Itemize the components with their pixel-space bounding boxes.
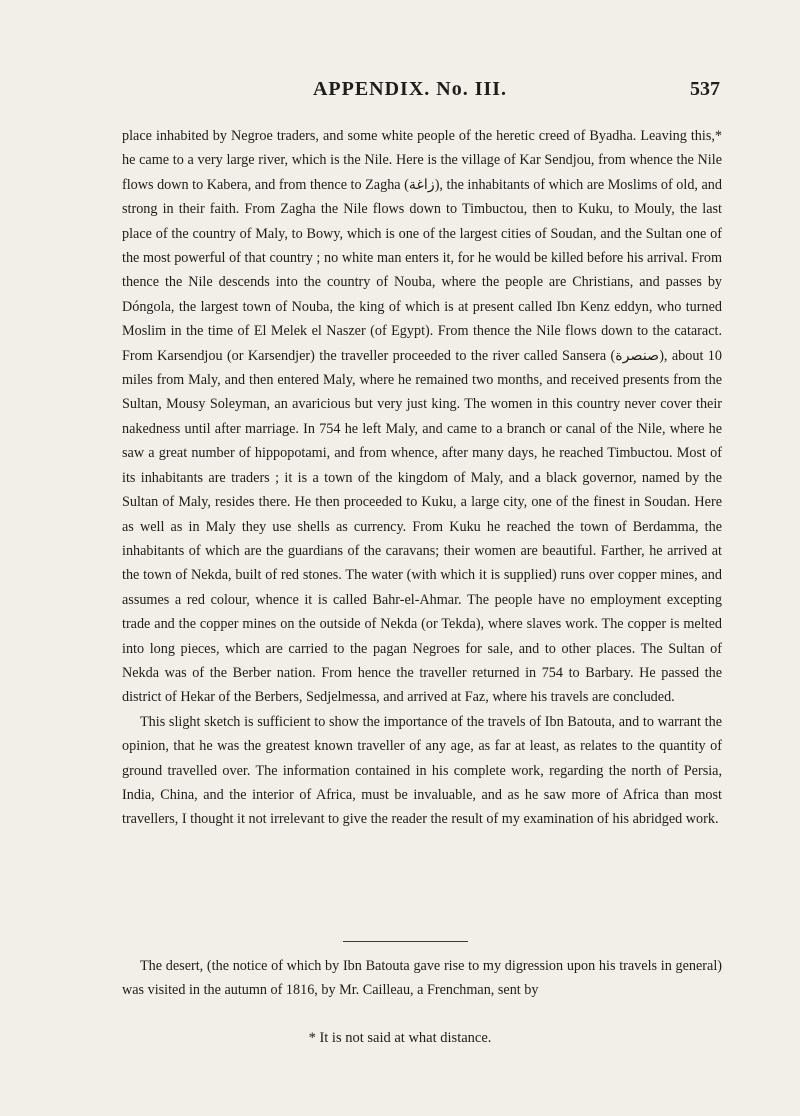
paragraph-1: place inhabited by Negroe traders, and some white people of the heretic creed of Byadha. Leaving this,* he came to a very large river, which is the Nile. Here is the village of Kar Sendjou, from whence the Nile flows down to Kabera, and from thence to Zagha (زاغة), the inhabitants of which are Moslims of old, and strong in their faith. From Zagha the Nile flows down to Timbuctou, then to Kuku, to Mouly, the last place of the country of Maly, to Bowy, which is one of the largest cities of Soudan, and the Sultan one of the most powerful of that country ; no white man enters it, for he would be killed before his arrival. From thence the Nile descends into the country of Nouba, where the people are Christians, and passes by Dóngola, the largest town of Nouba, the king of which is at present called Ibn Kenz eddyn, who turned Moslim in the time of El Melek el Naszer (of Egypt). From thence the Nile flows down to the cataract. From Karsendjou (or Karsendjer) the traveller proceeded to the river called Sansera (صنصرة), about 10 miles from Maly, and then entered Maly, where he remained two months, and received presents from the Sultan, Mousy Soleyman, an avaricious but very just king. The women in this country never cover their nakedness until after marriage. In 754 he left Maly, and came to a branch or canal of the Nile, where he saw a great number of hippopotami, and from whence, after many days, he reached Timbuctou. Most of its inhabitants are traders ; it is a town of the kingdom of Maly, and a black governor, named by the Sultan of Maly, resides there. He then proceeded to Kuku, a large city, one of the finest in Soudan. Here as well as in Maly they use shells as currency. From Kuku he reached the town of Berdamma, the inhabitants of which are the guardians of the caravans; their women are beautiful. Farther, he arrived at the town of Nekda, built of red stones. The water (with which it is supplied) runs over copper mines, and assumes a red colour, whence it is called Bahr-el-Ahmar. The people have no employment excepting trade and the copper mines on the outside of Nekda (or Tekda), where slaves work. The copper is melted into long pieces, which are carried to the pagan Negroes for sale, and to other places. The Sultan of Nekda was of the Berber nation. From hence the traveller returned in 754 to Barbary. He passed the district of Hekar of the Berbers, Sedjelmessa, and arrived at Faz, where his travels are concluded. bbox=[122, 128, 722, 706]
main-text bbox=[122, 124, 722, 832]
header-title: APPENDIX. No. III. bbox=[312, 78, 508, 100]
page-number: 537 bbox=[690, 78, 720, 100]
continuation-text bbox=[122, 954, 722, 1003]
running-header bbox=[100, 78, 720, 108]
section-divider bbox=[343, 941, 468, 942]
paragraph-2: This slight sketch is sufficient to show the importance of the travels of Ibn Batouta, and to warrant the opinion, that he was the greatest known traveller of any age, as far at least, as relates to the quantity of ground travelled over. The information contained in his complete work, regarding the north of Persia, India, China, and the interior of Africa, must be invaluable, and as he saw more of Africa than most travellers, I thought it not irrelevant to give the reader the result of my examination of his abridged work. bbox=[122, 713, 722, 828]
footnote: * It is not said at what distance. bbox=[308, 1030, 492, 1046]
paragraph-3: The desert, (the notice of which by Ibn Batouta gave rise to my digression upon his travels in general) was visited in the autumn of 1816, by Mr. Cailleau, a Frenchman, sent by bbox=[122, 958, 722, 999]
